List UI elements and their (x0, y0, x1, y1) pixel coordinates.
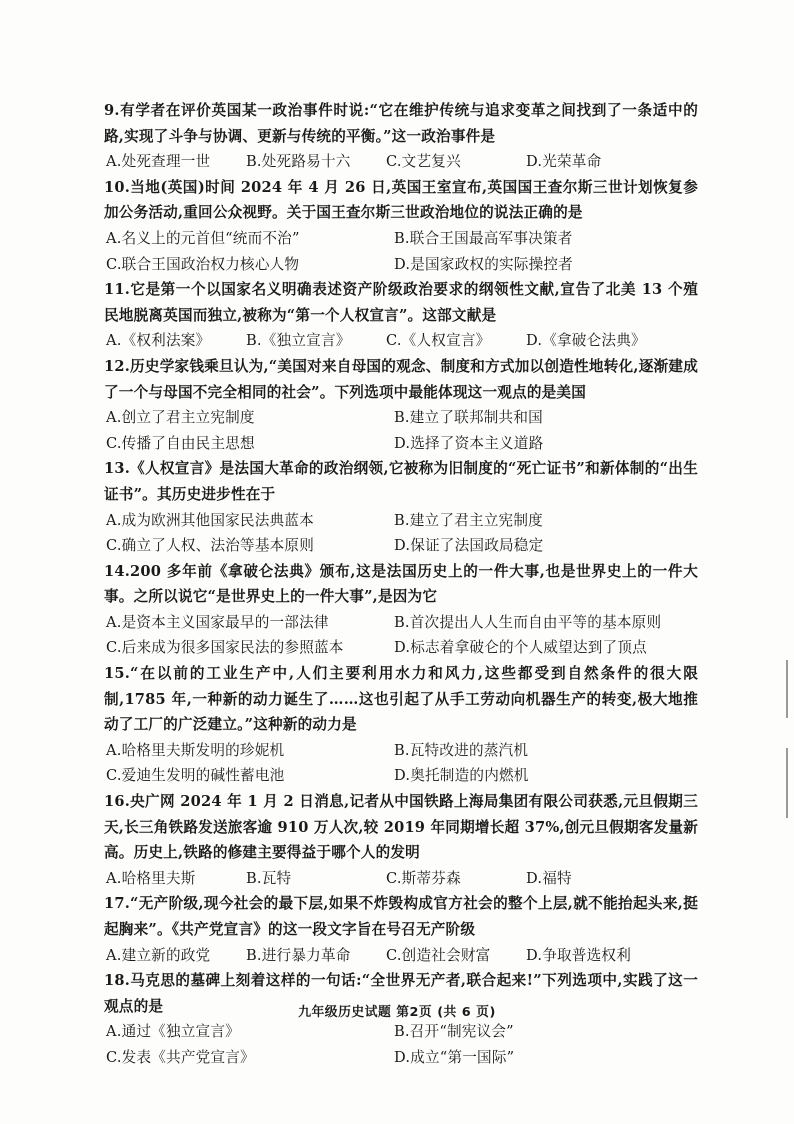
question-stem: 17.“无产阶级,现今社会的最下层,如果不炸毁构成官方社会的整个上层,就不能抬起头来,挺起胸来”。《共产党宣言》的这一段文字旨在号召无产阶级 (104, 895, 698, 938)
option-a: A.建立新的政党 (106, 946, 211, 964)
option-a: A.《权利法案》 (106, 332, 211, 350)
question-11 (104, 277, 698, 354)
option-c: C.后来成为很多国家民法的参照蓝本 (106, 639, 344, 657)
options (104, 610, 698, 661)
option-d: D.选择了资本主义道路 (394, 434, 544, 452)
option-d: D.争取普选权利 (526, 946, 631, 964)
question-stem: 14.200 多年前《拿破仑法典》颁布,这是法国历史上的一件大事,也是世界史上的一件大事。之所以说它“是世界史上的一件大事”,是因为它 (104, 562, 698, 606)
option-b: B.《独立宣言》 (246, 332, 351, 350)
option-c: C.斯蒂芬森 (386, 869, 461, 887)
option-c: C.确立了人权、法治等基本原则 (106, 537, 315, 555)
option-b: B.进行暴力革命 (246, 946, 351, 964)
options (104, 508, 698, 559)
option-d: D.是国家政权的实际操控者 (394, 255, 573, 273)
options (104, 943, 698, 969)
options (104, 226, 698, 277)
question-12 (104, 354, 698, 456)
option-c: C.创造社会财富 (386, 946, 491, 964)
option-b: B.瓦特 (246, 869, 292, 887)
option-d: D.福特 (526, 869, 572, 887)
option-d: D.标志着拿破仑的个人威望达到了顶点 (394, 639, 647, 657)
question-10 (104, 175, 698, 277)
question-13 (104, 456, 698, 558)
question-stem: 15.“在以前的工业生产中,人们主要利用水力和风力,这些都受到自然条件的很大限制,1785 年,一种新的动力诞生了……这也引起了从手工劳动向机器生产的转变,极大地推动了工厂的广泛建立。”这种新的动力是 (104, 665, 698, 734)
option-c: C.《人权宣言》 (386, 332, 491, 350)
scan-edge-mark (786, 748, 788, 818)
option-b: B.建立了君主立宪制度 (394, 511, 543, 529)
options (104, 1019, 698, 1070)
option-b: B.处死路易十六 (246, 153, 351, 171)
option-a: A.成为欧洲其他国家民法典蓝本 (106, 511, 314, 529)
question-stem: 10.当地(英国)时间 2024 年 4 月 26 日,英国王室宣布,英国国王查尔斯三世计划恢复参加公务活动,重回公众视野。关于国王查尔斯三世政治地位的说法正确的是 (104, 178, 698, 222)
option-c: C.传播了自由民主思想 (106, 434, 255, 452)
option-a: A.名义上的元首但“统而不治” (106, 229, 300, 247)
option-a: A.通过《独立宣言》 (106, 1023, 240, 1041)
option-d: D.《拿破仑法典》 (526, 332, 646, 350)
option-b: B.联合王国最高军事决策者 (394, 229, 573, 247)
question-9 (104, 98, 698, 175)
option-d: D.光荣革命 (526, 153, 602, 171)
option-c: C.爱迪生发明的碱性蓄电池 (106, 767, 285, 785)
option-a: A.是资本主义国家最早的一部法律 (106, 613, 329, 631)
option-a: A.创立了君主立宪制度 (106, 409, 255, 427)
option-c: C.联合王国政治权力核心人物 (106, 255, 300, 273)
options (104, 738, 698, 789)
option-d: D.保证了法国政局稳定 (394, 537, 544, 555)
options (104, 328, 698, 354)
question-stem: 12.历史学家钱乘旦认为,“美国对来自母国的观念、制度和方式加以创造性地转化,逐渐建成了一个与母国不完全相同的社会”。下列选项中最能体现这一观点的是美国 (104, 357, 698, 401)
question-15 (104, 661, 698, 789)
options (104, 866, 698, 892)
option-d: D.奥托制造的内燃机 (394, 767, 529, 785)
option-a: A.哈格里夫斯 (106, 869, 196, 887)
question-stem: 11.它是第一个以国家名义明确表述资产阶级政治要求的纲领性文献,宣告了北美 13 个殖民地脱离英国而独立,被称为“第一个人权宣言”。这部文献是 (104, 281, 698, 324)
option-a: A.哈格里夫斯发明的珍妮机 (106, 741, 285, 759)
options (104, 149, 698, 175)
option-c: C.文艺复兴 (386, 153, 461, 171)
question-16 (104, 789, 698, 891)
question-stem: 13.《人权宣言》是法国大革命的政治纲领,它被称为旧制度的“死亡证书”和新体制的“出生证书”。其历史进步性在于 (104, 460, 698, 503)
option-b: B.瓦特改进的蒸汽机 (394, 741, 529, 759)
question-stem: 9.有学者在评价英国某一政治事件时说:“它在维护传统与追求变革之间找到了一条适中的路,实现了斗争与协调、更新与传统的平衡。”这一政治事件是 (104, 102, 698, 145)
question-stem: 16.央广网 2024 年 1 月 2 日消息,记者从中国铁路上海局集团有限公司获悉,元旦假期三天,长三角铁路发送旅客逾 910 万人次,较 2019 年同期增长超 37%,创元旦假期客发量新高。历史上,铁路的修建主要得益于哪个人的发明 (104, 793, 698, 862)
option-a: A.处死查理一世 (106, 153, 211, 171)
scan-edge-mark (786, 660, 788, 718)
question-14 (104, 559, 698, 661)
page-footer: 九年级历史试题 第2页 (共 6 页) (298, 1005, 496, 1020)
question-stem: 18.马克思的墓碑上刻着这样的一句话:“全世界无产者,联合起来!”下列选项中,实践了这一观点的是 (104, 972, 698, 1015)
options (104, 405, 698, 456)
option-b: B.首次提出人人生而自由平等的基本原则 (394, 613, 662, 631)
question-17 (104, 891, 698, 968)
option-d: D.成立“第一国际” (394, 1048, 515, 1066)
option-c: C.发表《共产党宣言》 (106, 1048, 255, 1066)
option-b: B.召开“制宪议会” (394, 1023, 514, 1041)
option-b: B.建立了联邦制共和国 (394, 409, 543, 427)
